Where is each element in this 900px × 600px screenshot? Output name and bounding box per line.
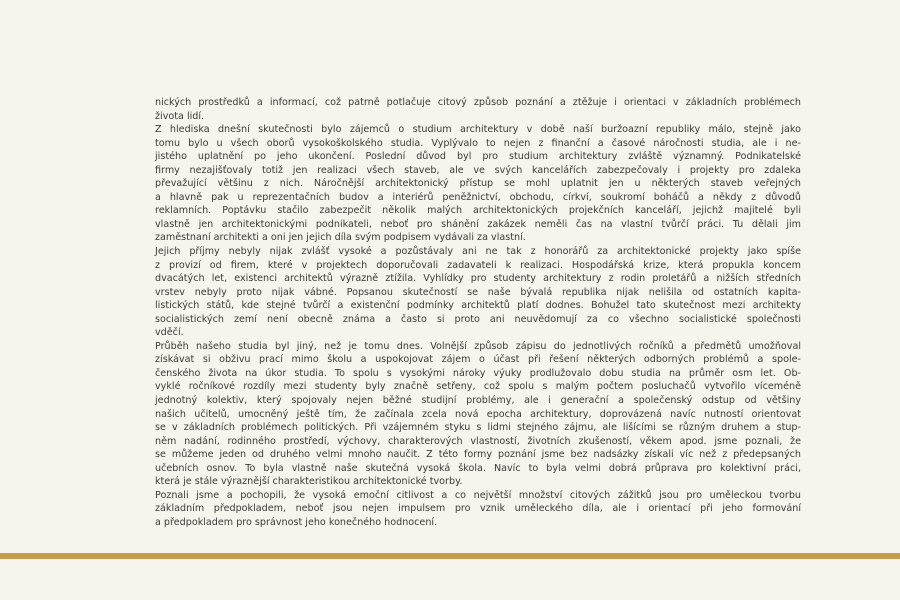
text-line: socialistických zemí není obecně známa a často si proto ani neuvědomují za co všechno socialistické společnosti <box>155 313 801 325</box>
body-text <box>155 96 801 530</box>
text-line: Průběh našeho studia byl jiný, než je tomu dnes. Volnější způsob zápisu do jednotlivých ročníků a předmětů umožňoval <box>155 340 801 352</box>
text-line: vyklé ročníkové rozdíly mezi studenty byly značně setřeny, což spolu s malým počtem posluchačů vytvořilo víceméně <box>155 381 801 393</box>
text-line: firmy nezajišťovaly totiž jen realizaci všech staveb, ale ve svých kancelářích zabezpečovaly i projekty pro zdaleka <box>155 164 801 176</box>
text-line: a hlavně pak u reprezentačních budov a interiérů peněžnictví, obchodu, církví, soukromí boháčů a někdy z důvodů <box>155 191 801 203</box>
text-line: vrstev nebyly proto nijak vábné. Popsanou skutečností se naše bývalá republika nijak nelišila od ostatních kapita- <box>155 286 801 298</box>
text-line: se v základních problémech politických. Při vzájemném styku s lidmi stejného zájmu, ale lišícími se různým druhem a stup- <box>155 422 801 434</box>
text-line: jistého uplatnění po jeho ukončení. Poslední důvod byl pro studium architektury zvláště významný. Podnikatelské <box>155 151 801 163</box>
text-line: z provizí od firem, které v projektech doporučovali zadavateli k realizaci. Hospodářská krize, která propukla koncem <box>155 259 801 271</box>
text-line: získávat si obživu prací mimo školu a uspokojovat zájem o účast při řešení některých odborných problémů a spole- <box>155 354 801 366</box>
text-line: listických států, kde stejné tvůrčí a existenční podmínky architektů platí dodnes. Bohužel tato skutečnost mezi architekty <box>155 300 801 312</box>
text-line: reklamních. Poptávku stačilo zabezpečit několik malých architektonických projekčních kanceláří, jejichž majitelé byli <box>155 205 801 217</box>
text-line: učebních osnov. To byla vlastně naše skutečná vysoká škola. Navíc to byla velmi dobrá průprava pro kolektivní práci, <box>155 462 801 474</box>
text-line: Z hlediska dnešní skutečnosti bylo zájemců o studium architektury v době naší buržoazní republiky málo, stejně jako <box>155 124 801 136</box>
text-line: zaměstnaní architekti a oni jen jejich díla svým podpisem vydávali za vlastní. <box>155 232 526 244</box>
text-line: našich učitelů, umocněný ještě tím, že začínala zcela nová epocha architektury, doprovázená navíc nutností orientovat <box>155 408 801 420</box>
text-line: jednotný kolektiv, který spojovaly nejen běžné studijní problémy, ale i generační a společenský odstup od většiny <box>155 395 801 407</box>
text-line: života lidí. <box>155 110 205 122</box>
text-line: něm nadání, rodinného prostředí, výchovy, charakterových vlastností, životních zkušeností, věkem apod. jsme poznali, že <box>155 435 801 447</box>
text-line: převažující většinu z nich. Náročnější architektonický přístup se mohl uplatnit jen u některých staveb veřejných <box>155 178 801 190</box>
text-line: Poznali jsme a pochopili, že vysoká emoční citlivost a co největší množství citových zážitků jsou pro uměleckou tvorbu <box>155 489 801 501</box>
text-line: nických prostředků a informací, což patrně potlačuje citový způsob poznání a ztěžuje i orientaci v základních problémech <box>155 97 801 108</box>
text-line: čenského života na úkor studia. To spolu s vysokými nároky výuky prodlužovalo dobu studia na průměr osm let. Ob- <box>155 367 801 379</box>
text-line: dvacátých let, existenci architektů výrazně ztížila. Vyhlídky pro studenty architektury z rodin proletářů a nižších středních <box>155 273 801 285</box>
text-line: Jejich příjmy nebyly nijak zvlášť vysoké a pozůstávaly ani ne tak z honorářů za architektonické projekty jako spíše <box>155 246 801 258</box>
text-line: vděčí. <box>155 327 184 339</box>
text-line: tomu bylo u všech oborů vysokoškolského studia. Vyplývalo to nejen z finanční a časové náročnosti studia, ale i ne- <box>155 137 801 149</box>
text-line: vlastně jen architektonickými podnikateli, neboť pro shánění zakázek neměli čas na vlastní tvůrčí práci. Tu dělali jim <box>155 218 801 230</box>
text-line: základním předpokladem, neboť jsou nejen impulsem pro vznik uměleckého díla, ale i orientací při jeho formování <box>155 503 801 515</box>
decorative-gold-rule <box>0 553 900 559</box>
text-line: se můžeme jeden od druhého velmi mnoho naučit. Z této formy poznání jsme bez nadsázky získali víc než z předepsaných <box>155 449 801 461</box>
text-line: která je stále výraznější charakteristikou architektonické tvorby. <box>155 476 463 488</box>
text-line: a předpokladem pro správnost jeho konečného hodnocení. <box>155 516 438 528</box>
